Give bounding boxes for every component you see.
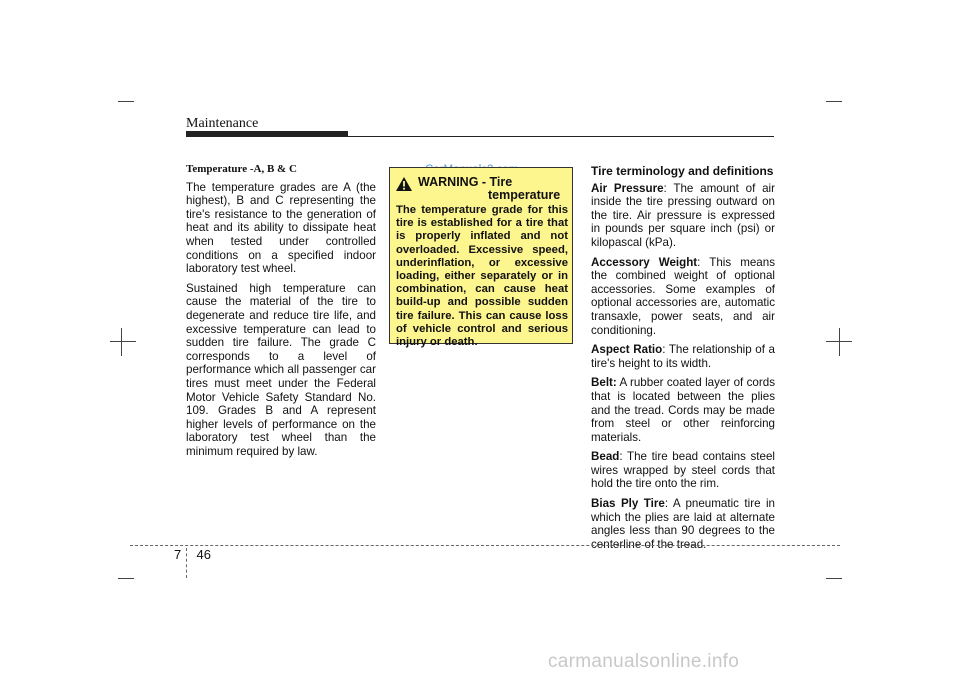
page-number	[174, 547, 211, 562]
footer-rule	[130, 545, 840, 546]
warning-title-line2: temperature	[488, 188, 561, 202]
definition-text: : The relationship of a tire's height to its width.	[591, 343, 775, 370]
right-column	[591, 165, 775, 557]
chapter-number: 7	[174, 547, 182, 562]
registration-mark	[110, 341, 136, 342]
definition-term: Accessory Weight	[591, 255, 698, 269]
registration-mark	[839, 328, 840, 356]
definition-text: A rubber coated layer of cords that is located between the plies and the tread. Cords may be made from steel or other reinforcing materials.	[591, 376, 775, 444]
definition	[591, 256, 775, 338]
definition	[591, 450, 775, 491]
warning-title-line1: WARNING - Tire	[418, 175, 513, 189]
paragraph: Sustained high temperature can cause the material of the tire to degenerate and reduce tire life, and excessive temperature can lead to sudden tire failure. The grade C corresponds to a level of performance which all passenger car tires must meet under the Federal Motor Vehicle Safety Standard No. 109. Grades B and A represent higher levels of performance on the laboratory test wheel than the minimum required by law.	[186, 281, 376, 458]
definition-term: Aspect Ratio	[591, 343, 663, 357]
terminology-heading: Tire terminology and definitions	[591, 164, 774, 178]
crop-mark	[118, 578, 134, 579]
site-watermark: carmanualsonline.info	[548, 651, 740, 672]
definition-term: Air Pressure	[591, 181, 664, 195]
header-rule	[186, 136, 774, 137]
crop-mark	[826, 578, 842, 579]
definition	[591, 376, 775, 444]
definition-text: : This means the combined weight of optional accessories. Some examples of optional accessories are, automatic transaxle, power seats, and air conditioning.	[591, 255, 775, 337]
definition	[591, 497, 775, 551]
definition-term: Belt:	[591, 376, 617, 390]
definition	[591, 343, 775, 370]
left-column	[186, 163, 376, 464]
definition-text: : A pneumatic tire in which the plies are laid at alternate angles less than 90 degrees to the centerline of the tread.	[591, 497, 776, 551]
warning-box	[389, 167, 573, 349]
definition-text: : The tire bead contains steel wires wrapped by steel cords that hold the tire onto the rim.	[591, 450, 775, 491]
paragraph: The temperature grades are A (the highest), B and C representing the tire's resistance to the generation of heat and its ability to dissipate heat when tested under controlled conditions on a specified indoor laboratory test wheel.	[186, 180, 376, 276]
warning-title	[418, 176, 568, 202]
definition	[591, 182, 775, 250]
temperature-heading: Temperature -A, B & C	[186, 163, 297, 175]
definition-text: : The amount of air inside the tire pressing outward on the tire. Air pressure is expressed in pounds per square inch (psi) or kilopascal (kPa).	[591, 181, 775, 249]
definition-term: Bias Ply Tire	[591, 497, 665, 511]
warning-triangle-icon	[395, 176, 413, 192]
page-index: 46	[196, 547, 211, 562]
crop-mark	[118, 101, 134, 102]
crop-mark	[826, 101, 842, 102]
definition-term: Bead	[591, 450, 620, 464]
registration-mark	[121, 328, 122, 356]
warning-body: The temperature grade for this tire is established for a tire that is properly inflated and not overloaded. Excessive speed, underinflation, or excessive loading, either separately or in combination, can cause heat build-up and possible sudden tire failure. This can cause loss of vehicle control and serious injury or death.	[396, 204, 568, 349]
section-title: Maintenance	[186, 116, 259, 131]
